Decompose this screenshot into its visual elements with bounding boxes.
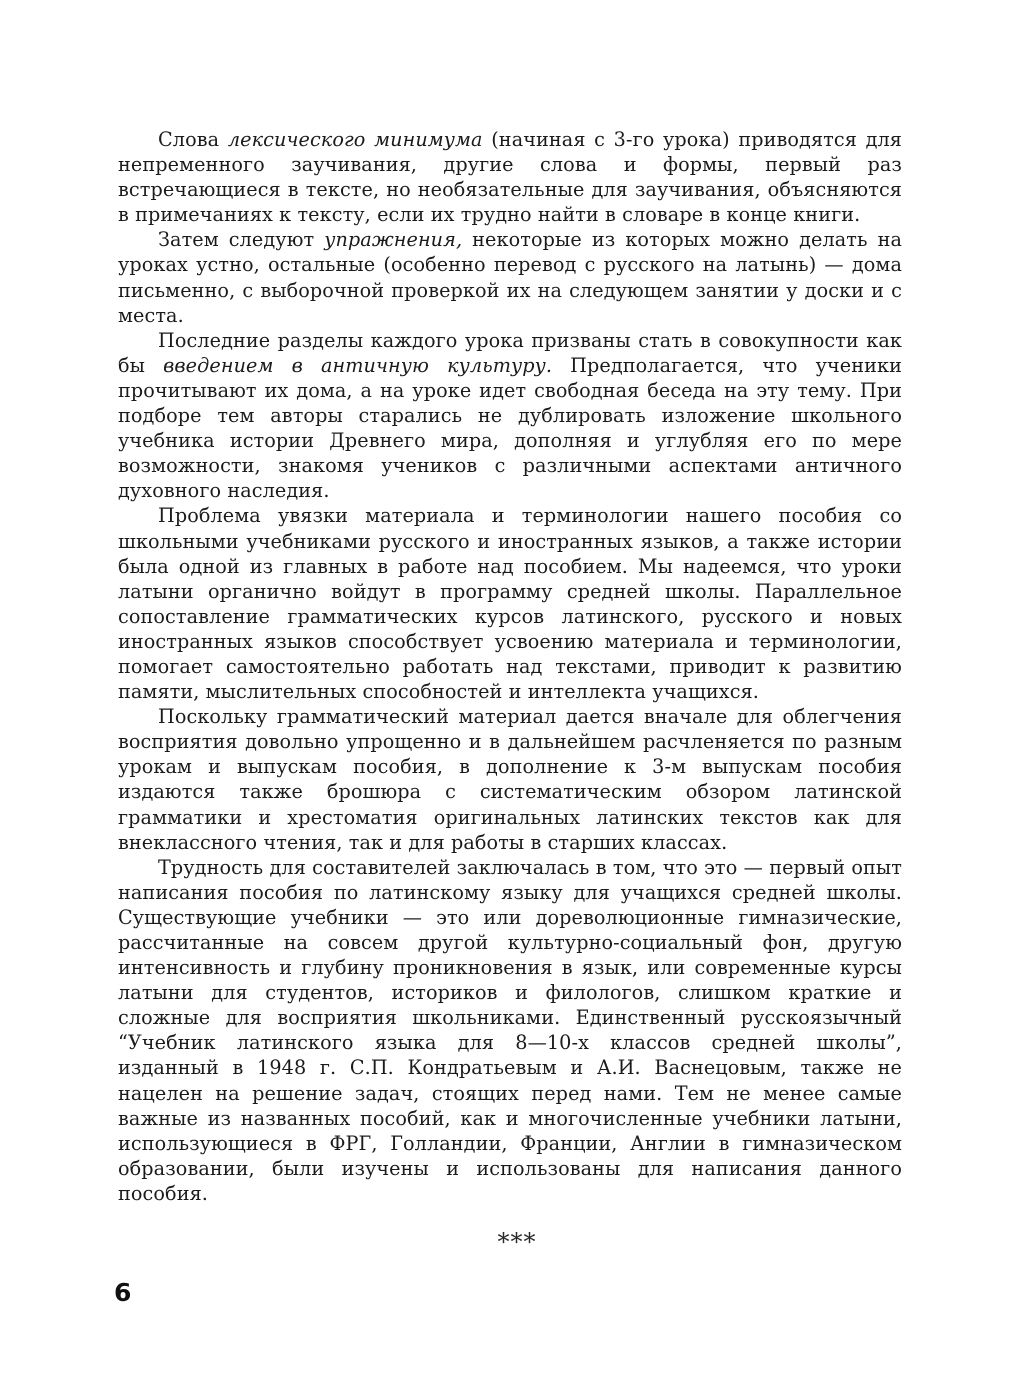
paragraph-3-part-2: Предполагается, что ученики прочитывают их дома, а на уроке идет свободная беседа на эту тему. При подборе тем авторы старались не дублировать изложение школьного учебника истории Древнего мира, дополняя и углубляя его по мере возможности, знакомя учеников с различными аспектами античного духовного наследия. <box>118 353 902 503</box>
paragraph-3 <box>118 328 902 504</box>
paragraph-5-text: Поскольку грамматический материал дается вначале для облегчения восприятия довольно упрощенно и в дальнейшем расчленяется по разным урокам и выпускам пособия, в дополнение к 3-м выпускам пособия издаются также брошюра с систематическим обзором латинской грамматики и хрестоматия оригинальных латинских текстов как для внеклассного чтения, так и для работы в старших классах. <box>118 705 902 854</box>
page-number: 6 <box>114 1278 132 1307</box>
paragraph-3-italic-term: введением в античную культуру. <box>163 353 553 377</box>
paragraph-1 <box>118 127 902 227</box>
section-separator: *** <box>497 1228 537 1256</box>
paragraph-6 <box>118 855 902 1206</box>
paragraph-1-part-1: Слова <box>158 128 228 151</box>
paragraph-6-text: Трудность для составителей заключалась в том, что это — первый опыт написания пособия по латинскому языку для учащихся средней школы. Существующие учебники — это или дореволюционные гимназические, рассчитанные на совсем другой культурно-социальный фон, другую интенсивность и глубину проникновения в язык, или современные курсы латыни для студентов, историков и филологов, слишком краткие и сложные для восприятия школьниками. Единственный русскоязычный “Учебник латинского языка для 8—10-х классов средней школы”, изданный в 1948 г. С.П. Кондратьевым и А.И. Васнецовым, также не нацелен на решение задач, стоящих перед нами. Тем не менее самые важные из названных пособий, как и многочисленные учебники латыни, использующиеся в ФРГ, Голландии, Франции, Англии в гимназическом образовании, были изучены и использованы для написания данного пособия. <box>118 855 902 1205</box>
paragraph-2-part-2: некоторые из которых можно делать на уроках устно, остальные (особенно перевод с русского на латынь) — дома письменно, с выборочной проверкой их на следующем занятии у доски и с места. <box>118 228 902 327</box>
paragraph-2-part-1: Затем следуют <box>158 228 325 252</box>
page-body <box>118 127 902 1206</box>
paragraph-1-italic-term: лексического минимума <box>227 128 483 151</box>
paragraph-1-part-2: (начиная с 3-го урока) приводятся для непременного заучивания, другие слова и формы, первый раз встречающиеся в тексте, но необязательные для заучивания, объясняются в примечаниях к тексту, если их трудно найти в словаре в конце книги. <box>118 128 902 227</box>
paragraph-5 <box>118 704 902 855</box>
paragraph-2 <box>118 227 902 327</box>
paragraph-3-part-1: Последние разделы каждого урока призваны стать в совокупности как бы <box>118 328 902 377</box>
paragraph-4-text: Проблема увязки материала и терминологии нашего пособия со школьными учебниками русского и иностранных языков, а также истории была одной из главных в работе над пособием. Мы надеемся, что уроки латыни органично войдут в программу средней школы. Параллельное сопоставление грамматических курсов латинского, русского и новых иностранных языков способствует усвоению материала и терминологии, помогает самостоятельно работать над текстами, приводит к развитию памяти, мыслительных способностей и интеллекта учащихся. <box>118 504 902 704</box>
paragraph-4 <box>118 503 902 704</box>
paragraph-2-italic-term: упражнения, <box>324 228 463 252</box>
